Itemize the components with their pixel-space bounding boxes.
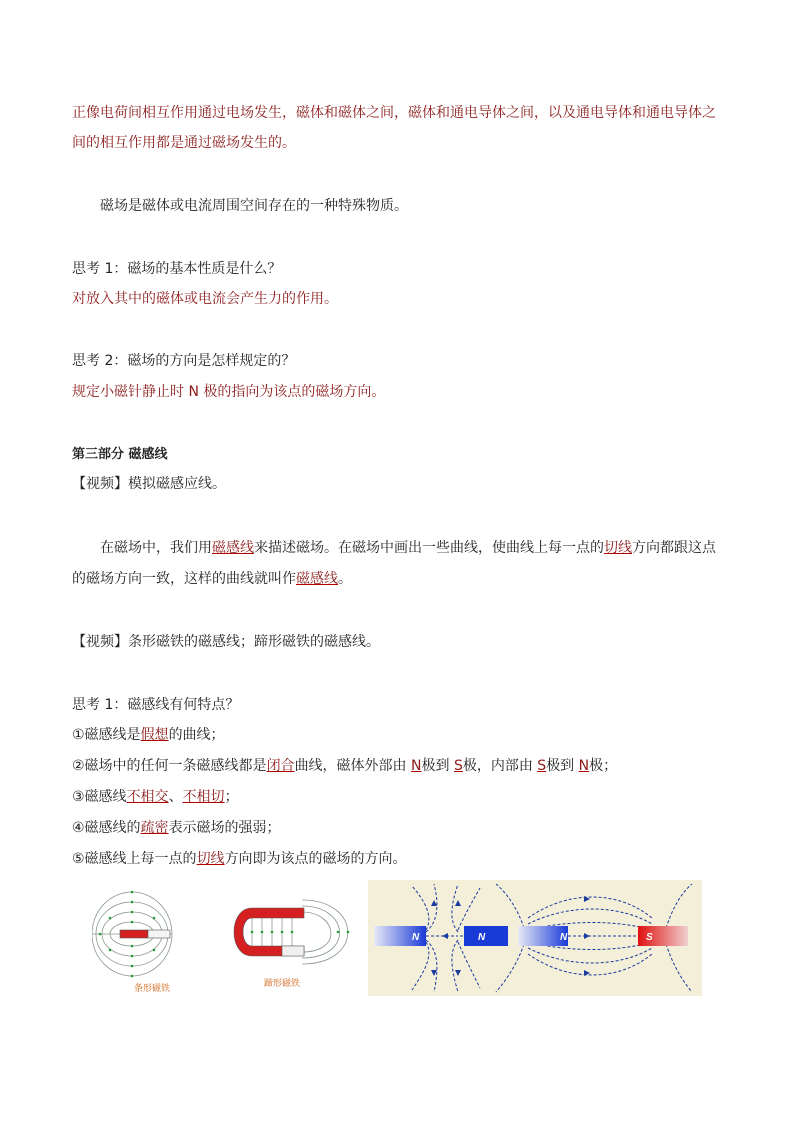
think3-question: 思考 1：磁感线有何特点？: [72, 697, 240, 713]
s-pole-label: S: [646, 932, 653, 943]
bar-magnet-figure: [92, 891, 172, 994]
intro-line-1: 正像电荷间相互作用通过电场发生，磁体和磁体之间，磁体和通电导体之间，以及通电导体和通电导体之: [72, 105, 716, 121]
n-pole-label-3: N: [560, 932, 568, 943]
pole-interaction-figure: [368, 880, 702, 996]
feature-item-4: ④磁感线的疏密表示磁场的强弱；: [72, 820, 281, 836]
bar-magnet-caption: 条形磁铁: [134, 984, 171, 994]
video-2: 【视频】条形磁铁的磁感线；蹄形磁铁的磁感线。: [72, 634, 380, 650]
think2-answer: 规定小磁针静止时 N 极的指向为该点的磁场方向。: [72, 384, 386, 400]
section3-title: 第三部分 磁感线: [72, 447, 168, 462]
think1-answer: 对放入其中的磁体或电流会产生力的作用。: [72, 291, 338, 307]
magnet-field-figures: [92, 882, 358, 994]
magnetic-line-para-1: 在磁场中，我们用磁感线来描述磁场。在磁场中画出一些曲线，使曲线上每一点的切线方向都跟这点: [100, 540, 716, 556]
definition-text: 磁场是磁体或电流周围空间存在的一种特殊物质。: [100, 198, 408, 214]
feature-item-2: ②磁场中的任何一条磁感线都是闭合曲线，磁体外部由 N极到 S极，内部由 S极到 N极；: [72, 758, 618, 774]
feature-item-3: ③磁感线不相交、不相切；: [72, 789, 239, 805]
horseshoe-magnet-caption: 蹄形磁铁: [264, 979, 301, 989]
video-1: 【视频】模拟磁感应线。: [72, 476, 226, 492]
magnetic-line-para-2: 的磁场方向一致，这样的曲线就叫作磁感线。: [72, 571, 352, 587]
n-pole-label-1: N: [412, 932, 420, 943]
n-pole-label-2: N: [478, 932, 486, 943]
feature-item-1: ①磁感线是假想的曲线；: [72, 727, 225, 743]
intro-line-2: 间的相互作用都是通过磁场发生的。: [72, 135, 296, 151]
feature-item-5: ⑤磁感线上每一点的切线方向即为该点的磁场的方向。: [72, 851, 407, 867]
horseshoe-magnet-figure: [234, 900, 349, 989]
think1-question: 思考 1：磁场的基本性质是什么？: [72, 261, 282, 277]
think2-question: 思考 2：磁场的方向是怎样规定的？: [72, 353, 296, 369]
